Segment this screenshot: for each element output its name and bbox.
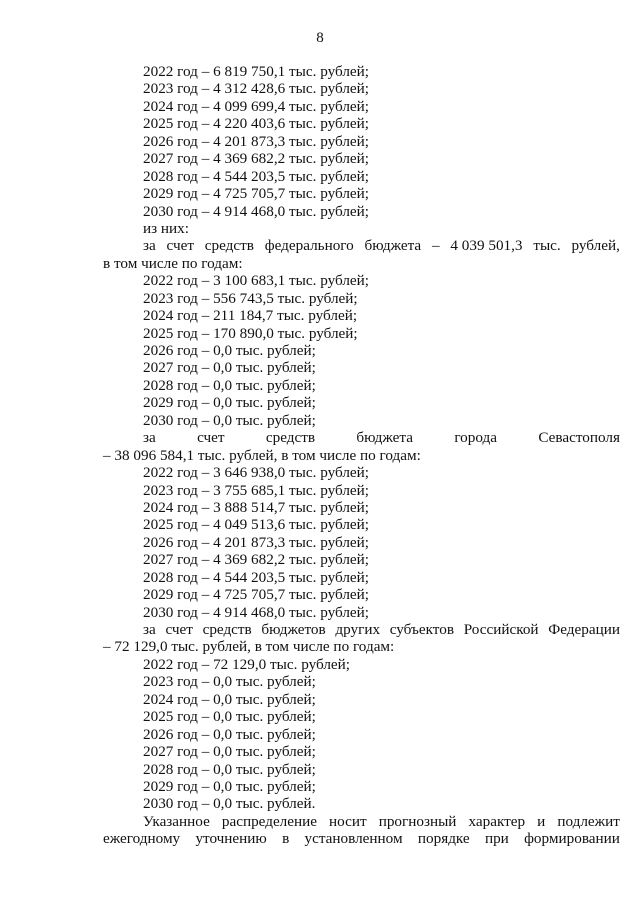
word: уточнению <box>195 830 267 848</box>
word: Российской <box>463 621 539 638</box>
word: тыс. <box>533 237 561 255</box>
of-them-label: из них: <box>143 219 189 237</box>
total-years-list <box>103 63 620 220</box>
list-item: 2027 год – 4 369 682,2 тыс. рублей; <box>143 551 370 569</box>
word: – <box>431 237 440 255</box>
list-item: 2025 год – 4 220 403,6 тыс. рублей; <box>143 115 370 133</box>
word: счет <box>165 621 193 638</box>
list-item: 2025 год – 0,0 тыс. рублей; <box>143 708 316 726</box>
closing-line <box>103 813 620 830</box>
other-subjects-section <box>103 621 620 813</box>
word: распределение <box>221 812 317 830</box>
list-item: 2028 год – 0,0 тыс. рублей; <box>143 376 316 394</box>
word: счет <box>166 237 194 255</box>
list-item: 2029 год – 0,0 тыс. рублей; <box>143 777 316 795</box>
word: и <box>537 812 546 830</box>
list-item: 2029 год – 0,0 тыс. рублей; <box>143 394 316 412</box>
list-item: 2023 год – 556 743,5 тыс. рублей; <box>143 289 358 307</box>
list-item: 2028 год – 0,0 тыс. рублей; <box>143 760 316 778</box>
word: прогнозный <box>378 812 457 830</box>
word: за <box>143 237 156 255</box>
word: за <box>143 621 156 638</box>
list-item: 2023 год – 0,0 тыс. рублей; <box>143 673 316 691</box>
word: при <box>484 830 509 848</box>
word: подлежит <box>557 812 620 830</box>
document-body <box>103 63 620 848</box>
list-item: 2022 год – 3 646 938,0 тыс. рублей; <box>143 464 370 482</box>
list-item: 2024 год – 4 099 699,4 тыс. рублей; <box>143 97 370 115</box>
word: бюджета <box>364 237 422 255</box>
other-subjects-heading-continuation: – 72 129,0 тыс. рублей, в том числе по годам: <box>103 638 395 656</box>
word: установленном <box>304 830 403 848</box>
word: федерального <box>264 237 354 255</box>
word: средств <box>265 429 316 447</box>
list-item: 2027 год – 0,0 тыс. рублей; <box>143 743 316 761</box>
list-item: 2030 год – 4 914 468,0 тыс. рублей; <box>143 202 370 220</box>
word: Указанное <box>143 812 210 830</box>
word: субъектов <box>389 621 454 638</box>
list-item: 2028 год – 4 544 203,5 тыс. рублей; <box>143 167 370 185</box>
list-item: 2027 год – 4 369 682,2 тыс. рублей; <box>143 150 370 168</box>
list-item: 2024 год – 0,0 тыс. рублей; <box>143 690 316 708</box>
word: счет <box>197 429 225 447</box>
sevastopol-heading-continuation: – 38 096 584,1 тыс. рублей, в том числе по годам: <box>103 446 421 464</box>
list-item: 2030 год – 0,0 тыс. рублей. <box>143 795 316 813</box>
list-item: 2026 год – 0,0 тыс. рублей; <box>143 725 316 743</box>
word: порядке <box>417 830 470 848</box>
list-item: 2025 год – 170 890,0 тыс. рублей; <box>143 324 358 342</box>
list-item: 2026 год – 0,0 тыс. рублей; <box>143 342 316 359</box>
list-item: 2024 год – 211 184,7 тыс. рублей; <box>143 307 358 325</box>
federal-heading-line <box>103 237 620 254</box>
word: других <box>335 621 381 638</box>
other-subjects-heading-line <box>103 621 620 638</box>
sevastopol-section <box>103 429 620 621</box>
word: Федерации <box>548 621 620 638</box>
list-item: 2023 год – 3 755 685,1 тыс. рублей; <box>143 481 370 499</box>
list-item: 2029 год – 4 725 705,7 тыс. рублей; <box>143 185 370 203</box>
word: носит <box>329 812 367 830</box>
list-item: 2023 год – 4 312 428,6 тыс. рублей; <box>143 80 370 98</box>
list-item: 2022 год – 72 129,0 тыс. рублей; <box>143 655 351 673</box>
word: за <box>143 429 156 447</box>
list-item: 2030 год – 0,0 тыс. рублей; <box>143 411 316 429</box>
word: формировании <box>524 830 620 848</box>
word: рублей, <box>571 237 620 255</box>
word: характер <box>468 812 526 830</box>
list-item: 2027 год – 0,0 тыс. рублей; <box>143 359 316 377</box>
page-number: 8 <box>316 30 324 46</box>
word: средств <box>204 237 254 255</box>
word: бюджета <box>356 429 413 447</box>
word: бюджетов <box>261 621 326 638</box>
word: города <box>454 429 497 447</box>
word: ежегодному <box>103 830 181 848</box>
word: средств <box>202 621 252 638</box>
federal-section <box>103 237 620 429</box>
closing-line <box>103 830 620 847</box>
federal-heading-continuation: в том числе по годам: <box>103 254 243 272</box>
list-item: 2026 год – 4 201 873,3 тыс. рублей; <box>143 533 370 551</box>
list-item: 2028 год – 4 544 203,5 тыс. рублей; <box>143 568 370 586</box>
word: Севастополя <box>538 429 620 447</box>
list-item: 2022 год – 6 819 750,1 тыс. рублей; <box>143 63 370 80</box>
list-item: 2022 год – 3 100 683,1 тыс. рублей; <box>143 272 370 290</box>
closing-paragraph <box>103 813 620 848</box>
sevastopol-heading-line <box>103 429 620 446</box>
list-item: 2025 год – 4 049 513,6 тыс. рублей; <box>143 516 370 534</box>
word: в <box>282 830 290 848</box>
list-item: 2030 год – 4 914 468,0 тыс. рублей; <box>143 603 370 621</box>
list-item: 2026 год – 4 201 873,3 тыс. рублей; <box>143 132 370 150</box>
list-item: 2029 год – 4 725 705,7 тыс. рублей; <box>143 586 370 604</box>
word: 4 039 501,3 <box>450 237 523 255</box>
list-item: 2024 год – 3 888 514,7 тыс. рублей; <box>143 498 370 516</box>
